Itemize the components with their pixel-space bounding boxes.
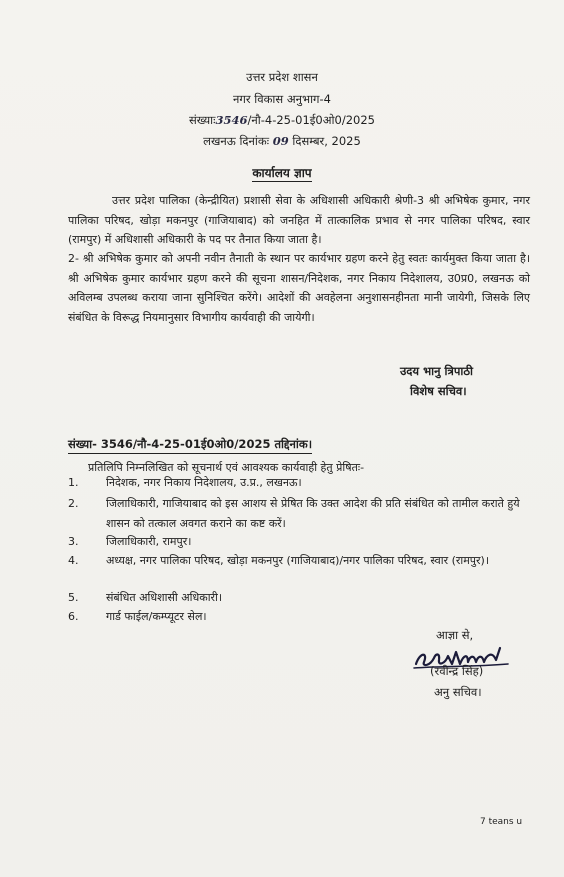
paragraph-1: उत्तर प्रदेश पालिका (केन्द्रीयित) प्रशासी सेवा के अधिशासी अधिकारी श्रेणी-3 श्री अभिषेक कुमार, नगर पालिका परिषद, खोड़ा मकनपुर (गाजियाबाद) को जनहित में तात्कालिक प्रभाव से नगर पालिका परिषद, स्वार (रामपुर) में अधिशासी अधिकारी के पद पर तैनात किया जाता है। (68, 194, 530, 246)
footer-note: 7 teans u (480, 817, 523, 827)
paragraph-2: 2- श्री अभिषेक कुमार को अपनी नवीन तैनाती के स्थान पर कार्यभार ग्रहण करने हेतु स्वतः कार्यमुक्त किया जाता है। श्री अभिषेक कुमार कार्यभार ग्रहण करने की सूचना शासन/निदेशक, नगर निकाय निदेशालय, उ0प्र0, लखनऊ को अविलम्ब उपलब्ध कराया जाना सुनिश्चित करेंगे। आदेशों की अवहेलना अनुशासनहीनता मानी जायेगी, जिसके लिए संबंधित के विरूद्ध नियमानुसार विभागीय कार्यवाही की जायेगी। (68, 252, 530, 324)
order-number-suffix: /नौ-4-25-01ई0ओ0/2025 (247, 113, 375, 127)
copy-reference: संख्या- 3546/नौ-4-25-01ई0ओ0/2025 तद्दिनांक। (68, 437, 312, 454)
list-number: 1. (68, 476, 79, 489)
order-date-prefix: लखनऊ दिनांकः (203, 134, 270, 148)
order-date (0, 134, 564, 148)
order-number (0, 113, 564, 127)
list-text: अध्यक्ष, नगर पालिका परिषद, खोड़ा मकनपुर (गाजियाबाद)/नगर पालिका परिषद, स्वार (रामपुर)। (106, 554, 490, 567)
order-number-prefix: संख्याः (189, 113, 216, 127)
list-number: 5. (68, 591, 79, 604)
list-number: 4. (68, 554, 79, 567)
closing-name: (रवीन्द्र सिंह) (430, 664, 484, 678)
order-date-handwritten: 09 (272, 134, 289, 148)
list-number: 3. (68, 535, 79, 548)
list-text: गार्ड फाईल/कम्प्यूटर सेल। (106, 610, 207, 623)
signatory-designation: विशेष सचिव। (410, 384, 467, 398)
list-text: निदेशक, नगर निकाय निदेशालय, उ.प्र., लखनऊ। (106, 476, 302, 489)
list-text: जिलाधिकारी, रामपुर। (106, 535, 192, 548)
order-by: आज्ञा से, (436, 628, 474, 642)
list-text: जिलाधिकारी, गाजियाबाद को इस आशय से प्रेषित कि उक्त आदेश की प्रति संबंधित को तामील कराते हुये शासन को तत्काल अवगत कराने का कष्ट करें। (106, 497, 520, 530)
signatory-name: उदय भानु त्रिपाठी (400, 364, 474, 378)
closing-designation: अनु सचिव। (434, 685, 482, 699)
list-number: 6. (68, 610, 79, 623)
list-number: 2. (68, 497, 79, 510)
list-text: संबंधित अधिशासी अधिकारी। (106, 591, 223, 604)
order-date-suffix: दिसम्बर, 2025 (292, 134, 361, 148)
order-number-handwritten: 3546 (215, 113, 248, 127)
govt-heading: उत्तर प्रदेश शासन (246, 70, 318, 84)
department-heading: नगर विकास अनुभाग-4 (233, 92, 331, 106)
copy-intro: प्रतिलिपि निम्नलिखित को सूचनार्थ एवं आवश्यक कार्यवाही हेतु प्रेषितः- (88, 461, 365, 474)
document-title: कार्यालय ज्ञाप (252, 166, 312, 180)
